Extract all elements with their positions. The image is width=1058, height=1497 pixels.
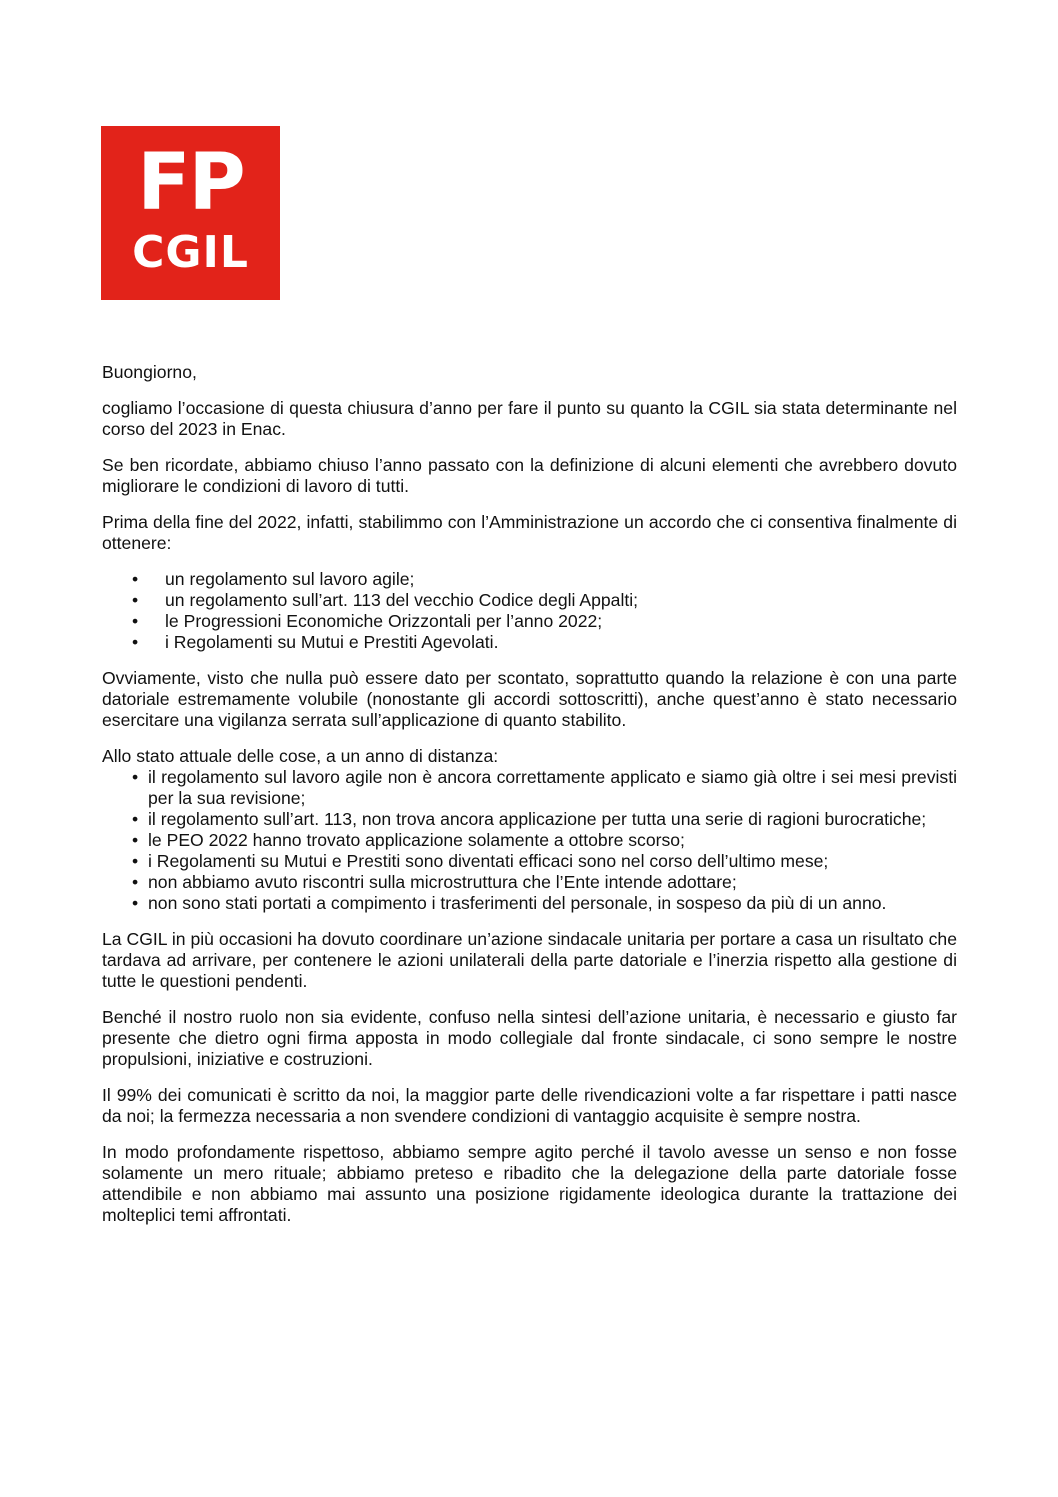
list-item [102,872,957,893]
list-item [102,830,957,851]
bullet-icon: • [132,590,139,610]
fp-cgil-logo [101,126,280,300]
paragraph-respect: In modo profondamente rispettoso, abbiamo sempre agito perché il tavolo avesse un senso e non fosse solamente un mero rituale; abbiamo preteso e ribadito che la delegazione della parte datoriale fosse attendibile e non abbiamo mai assunto una posizione rigidamente ideologica durante la trattazione dei molteplici temi affrontati. [102,1142,957,1225]
list-item [102,893,957,914]
bullet-icon: • [132,830,139,850]
paragraph-last-year: Se ben ricordate, abbiamo chiuso l’anno passato con la definizione di alcuni elementi che avrebbero dovuto migliorare le condizioni di lavoro di tutti. [102,455,957,496]
bullet-icon: • [132,767,139,787]
list-item [102,632,957,653]
bullet-icon: • [132,872,139,892]
list-item-text: le Progressioni Economiche Orizzontali per l’anno 2022; [165,611,603,631]
paragraph-our-contribution: Benché il nostro ruolo non sia evidente, confuso nella sintesi dell’azione unitaria, è necessario e giusto far presente che dietro ogni firma apposta in modo collegiale dal fronte sindacale, ci sono sempre le nostre propulsioni, iniziative e costruzioni. [102,1007,957,1069]
paragraph-current-state: Allo stato attuale delle cose, a un anno di distanza: [102,746,499,766]
logo-cgil-text: CGIL [132,227,249,278]
bullet-icon: • [132,809,139,829]
bullet-icon: • [132,851,139,871]
list-item-text: il regolamento sul lavoro agile non è ancora correttamente applicato e siamo già oltre i sei mesi previsti per la sua revisione; [148,767,957,808]
letter-body [102,362,957,1241]
list-item-text: i Regolamenti su Mutui e Prestiti sono diventati efficaci sono nel corso dell’ultimo mese; [148,851,829,871]
list-item [102,851,957,872]
list-item-text: il regolamento sull’art. 113, non trova ancora applicazione per tutta una serie di ragioni burocratiche; [148,809,927,829]
list-item-text: non abbiamo avuto riscontri sulla microstruttura che l’Ente intende adottare; [148,872,737,892]
paragraph-intro: cogliamo l’occasione di questa chiusura d’anno per fare il punto su quanto la CGIL sia stata determinante nel corso del 2023 in Enac. [102,398,957,439]
list-item-text: le PEO 2022 hanno trovato applicazione solamente a ottobre scorso; [148,830,685,850]
logo-fp-text: FP [137,138,244,228]
list-item [102,809,957,830]
list-item [102,590,957,611]
list-item-text: i Regolamenti su Mutui e Prestiti Agevolati. [165,632,499,652]
paragraph-communications: Il 99% dei comunicati è scritto da noi, la maggior parte delle rivendicazioni volte a far rispettare i patti nasce da noi; la fermezza necessaria a non svendere condizioni di vantaggio acquisite è sempre nostra. [102,1085,957,1126]
list-item-text: un regolamento sul lavoro agile; [165,569,415,589]
bullet-icon: • [132,611,139,631]
list-item-text: non sono stati portati a compimento i trasferimenti del personale, in sospeso da più di un anno. [148,893,887,913]
list-item-text: un regolamento sull’art. 113 del vecchio Codice degli Appalti; [165,590,639,610]
bullet-icon: • [132,632,139,652]
list-item [102,611,957,632]
greeting: Buongiorno, [102,362,197,382]
list-item [102,569,957,590]
paragraph-cgil-role: La CGIL in più occasioni ha dovuto coordinare un’azione sindacale unitaria per portare a casa un risultato che tardava ad arrivare, per contenere le azioni unilaterali della parte datoriale e l’inerzia rispetto alla gestione di tutte le questioni pendenti. [102,929,957,991]
paragraph-agreement: Prima della fine del 2022, infatti, stabilimmo con l’Amministrazione un accordo che ci consentiva finalmente di ottenere: [102,512,957,553]
list-item [102,767,957,809]
bullet-icon: • [132,569,139,589]
bullet-icon: • [132,893,139,913]
status-list [102,767,957,914]
paragraph-vigilance: Ovviamente, visto che nulla può essere dato per scontato, soprattutto quando la relazione è con una parte datoriale estremamente volubile (nonostante gli accordi sottoscritti), anche quest’anno è stato necessario esercitare una vigilanza serrata sull’applicazione di quanto stabilito. [102,668,957,730]
agreement-list [102,569,957,653]
